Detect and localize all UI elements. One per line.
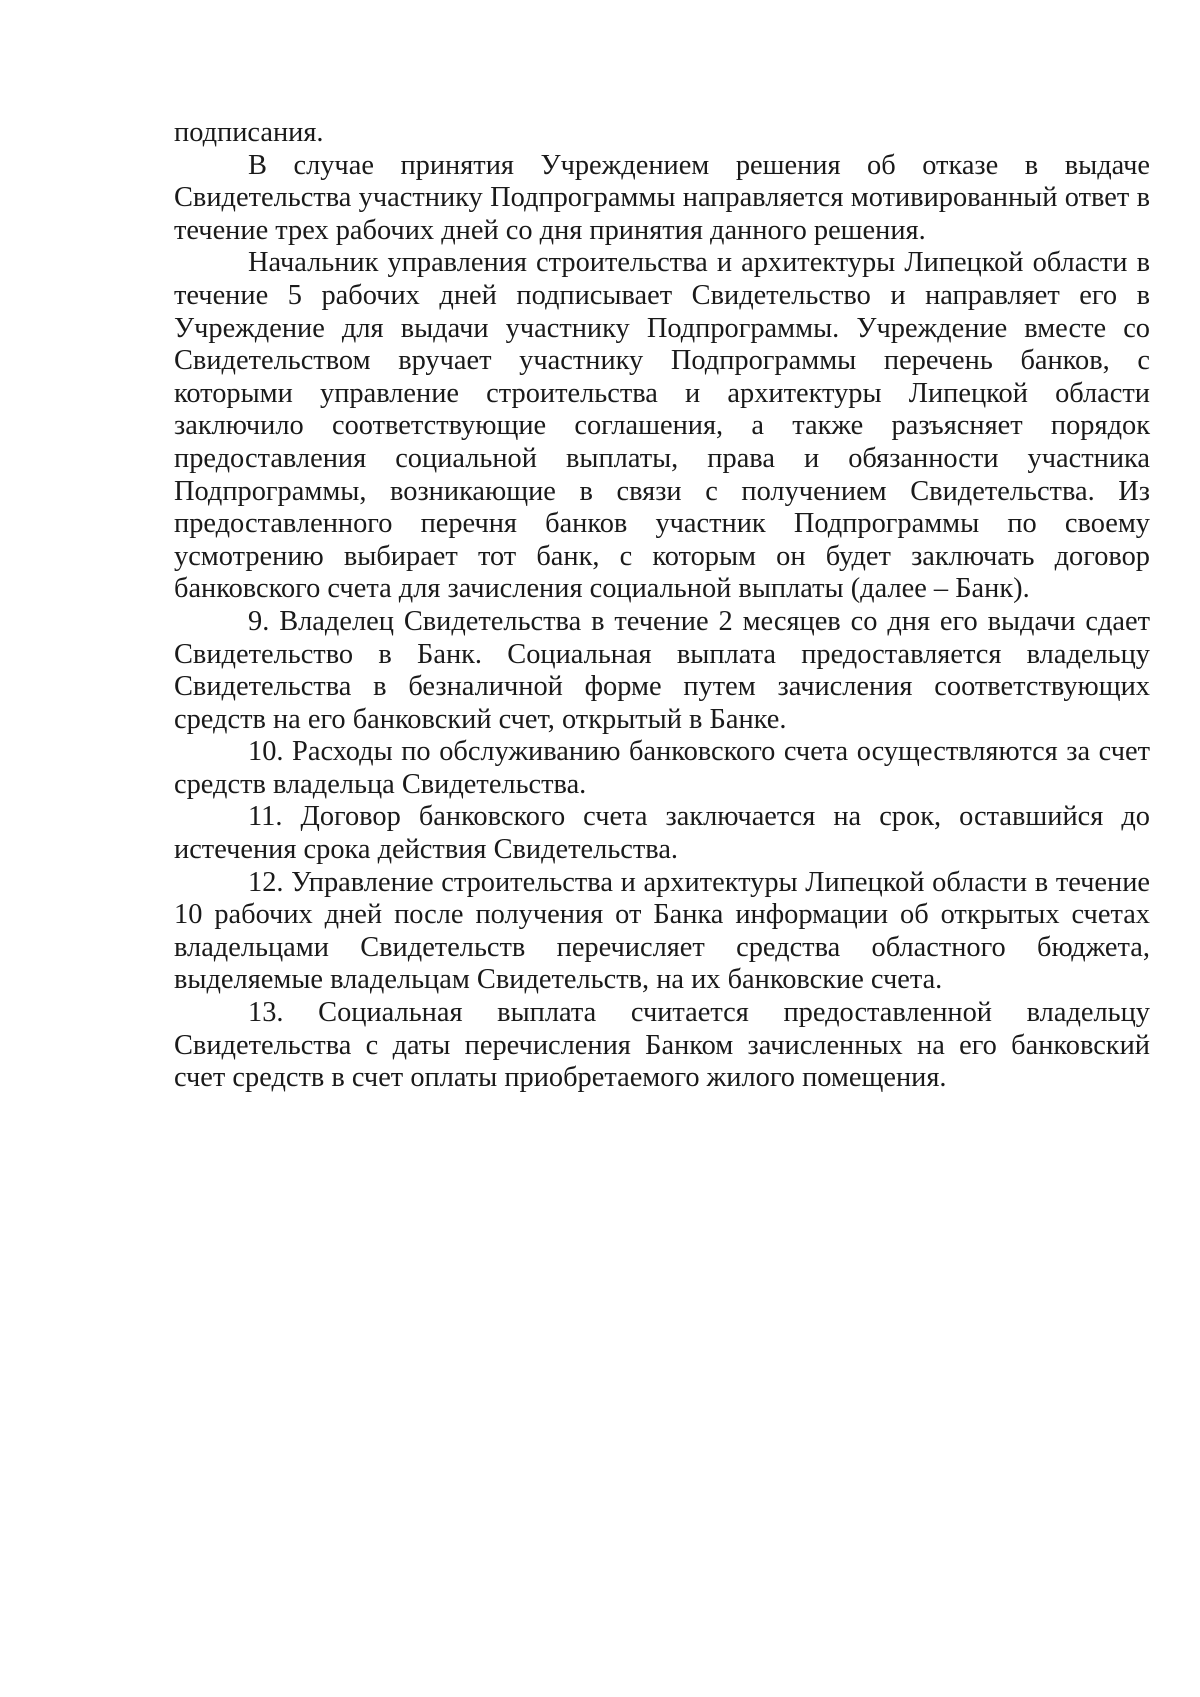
paragraph-refusal: В случае принятия Учреждением решения об отказе в выдаче Свидетельства участнику Подпрограммы направляется мотивированный ответ в течение трех рабочих дней со дня принятия данного решения. <box>174 149 1150 246</box>
paragraph-continuation: подписания. <box>174 117 324 148</box>
paragraph-item-9: 9. Владелец Свидетельства в течение 2 месяцев со дня его выдачи сдает Свидетельство в Банк. Социальная выплата предоставляется владельцу Свидетельства в безналичной форме путем зачисления соответствующих средств на его банковский счет, открытый в Банке. <box>174 605 1150 735</box>
paragraph-item-12: 12. Управление строительства и архитектуры Липецкой области в течение 10 рабочих дней после получения от Банка информации об открытых счетах владельцами Свидетельств перечисляет средства областного бюджета, выделяемые владельцам Свидетельств, на их банковские счета. <box>174 866 1150 996</box>
paragraph-signing: Начальник управления строительства и архитектуры Липецкой области в течение 5 рабочих дней подписывает Свидетельство и направляет его в Учреждение для выдачи участнику Подпрограммы. Учреждение вместе со Свидетельством вручает участнику Подпрограммы перечень банков, с которыми управление строительства и архитектуры Липецкой области заключило соответствующие соглашения, а также разъясняет порядок предоставления социальной выплаты, права и обязанности участника Подпрограммы, возникающие в связи с получением Свидетельства. Из предоставленного перечня банков участник Подпрограммы по своему усмотрению выбирает тот банк, с которым он будет заключать договор банковского счета для зачисления социальной выплаты (далее – Банк). <box>174 247 1150 605</box>
document-body <box>174 117 1150 1095</box>
paragraph-item-11: 11. Договор банковского счета заключается на срок, оставшийся до истечения срока действия Свидетельства. <box>174 801 1150 866</box>
paragraph-item-10: 10. Расходы по обслуживанию банковского счета осуществляются за счет средств владельца Свидетельства. <box>174 736 1150 800</box>
paragraph-item-13: 13. Социальная выплата считается предоставленной владельцу Свидетельства с даты перечисления Банком зачисленных на его банковский счет средств в счет оплаты приобретаемого жилого помещения. <box>174 997 1150 1094</box>
